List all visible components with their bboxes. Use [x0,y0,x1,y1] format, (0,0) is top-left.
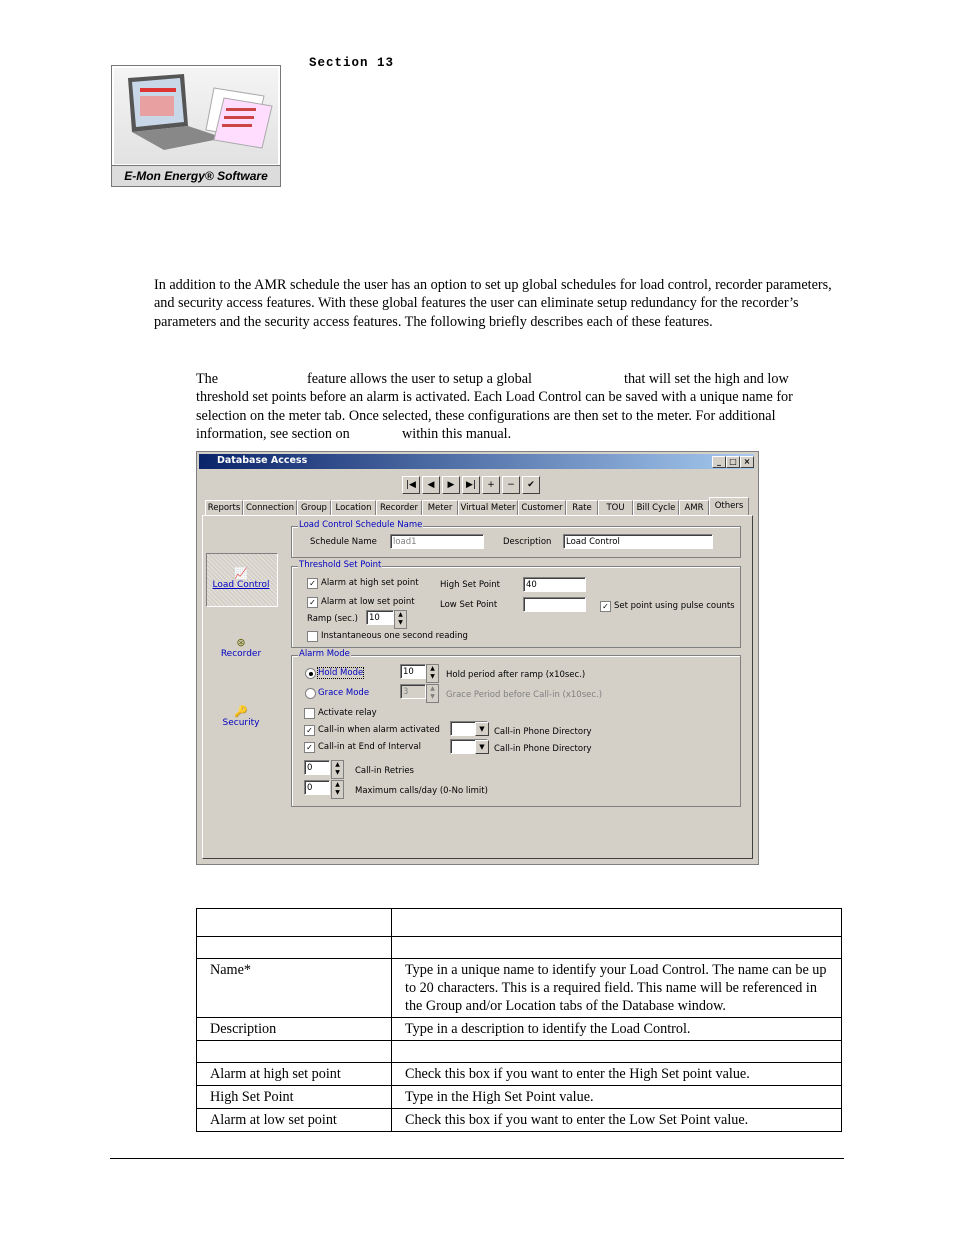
section-label: Section 13 [309,56,395,70]
low-set-point-label: Low Set Point [440,600,498,610]
pulse-counts-checkbox[interactable]: ✓ [600,601,611,612]
instantaneous-label: Instantaneous one second reading [321,631,468,641]
sidebar-item-label: Security [222,718,260,728]
phone-directory-label-2: Call-in Phone Directory [494,744,592,754]
laptop-illustration [114,68,278,164]
hold-period-field[interactable]: 10 [400,664,426,679]
alarm-high-checkbox[interactable]: ✓ [307,578,318,589]
ramp-field[interactable]: 10 [366,610,394,625]
grace-period-label: Grace Period before Call-in (x10sec.) [446,690,603,700]
para-line4-a: information, see section on [196,425,350,442]
description-field[interactable]: Load Control [563,534,713,549]
save-record-button[interactable]: ✔ [522,476,540,494]
description-label: Description [503,537,552,547]
load-control-paragraph [196,370,826,443]
tab-others[interactable]: Others [709,497,749,516]
table-cell-description: Check this box if you want to enter the High Set point value. [392,1063,842,1086]
prev-record-button[interactable]: ◀ [422,476,440,494]
sidebar-item-load-control[interactable] [206,567,276,590]
low-set-point-field[interactable] [523,597,586,612]
table-row [197,909,842,937]
alarm-low-label: Alarm at low set point [321,597,415,607]
footer-divider [110,1158,844,1159]
chart-icon: 📈 [234,567,248,580]
table-cell-field: Description [197,1018,392,1041]
delete-record-button[interactable]: − [502,476,520,494]
para-line3: selection on the meter tab. Once selected, these configurations are then set to the meter. For additional [196,407,776,424]
tab-rate[interactable]: Rate [566,500,598,516]
table-cell-description: Type in a unique name to identify your Load Control. The name can be up to 20 characters. This is a required field. This name will be referenced in the Group and/or Location tabs of the Database window. [392,959,842,1018]
table-cell-description: Check this box if you want to enter the Low Set Point value. [392,1109,842,1132]
grace-period-field[interactable]: 3 [400,684,426,699]
callin-alarm-checkbox[interactable]: ✓ [304,725,315,736]
tab-group[interactable]: Group [297,500,331,516]
tab-reports[interactable]: Reports [205,500,243,516]
para-line4-b: within this manual. [402,425,512,442]
table-cell-field [197,937,392,959]
phone-directory-label-1: Call-in Phone Directory [494,727,592,737]
table-row [197,1109,842,1132]
intro-paragraph: In addition to the AMR schedule the user has an option to set up global schedules for load control, recorder parameters, and security access features. With these global features the user can eliminate setup redundancy for the recorder’s parameters and the security access features. The following briefly describes each of these features. [154,277,832,330]
database-access-window [196,451,759,865]
table-row [197,937,842,959]
sidebar-item-recorder[interactable] [206,636,276,659]
activate-relay-checkbox[interactable] [304,708,315,719]
alarm-high-label: Alarm at high set point [321,578,419,588]
tab-customer[interactable]: Customer [518,500,566,516]
table-cell-description [392,1041,842,1063]
first-record-button[interactable]: |◀ [402,476,420,494]
chevron-down-icon[interactable]: ▼ [475,722,489,736]
table-cell-field: Alarm at low set point [197,1109,392,1132]
table-cell-field [197,909,392,937]
para-line1-b: feature allows the user to setup a global [307,371,532,387]
para-line1-a: The [196,371,219,387]
next-record-button[interactable]: ▶ [442,476,460,494]
tab-bill-cycle[interactable]: Bill Cycle [633,500,679,516]
instantaneous-checkbox[interactable] [307,631,318,642]
product-logo [111,65,281,187]
sidebar-item-label: Load Control [212,580,270,590]
hold-period-label: Hold period after ramp (x10sec.) [446,670,586,680]
max-calls-label: Maximum calls/day (0-No limit) [355,786,488,796]
grace-mode-label: Grace Mode [318,688,370,698]
sidebar-item-label: Recorder [220,649,262,659]
table-cell-field: Alarm at high set point [197,1063,392,1086]
table-row [197,1018,842,1041]
hold-period-spinner[interactable]: ▲ ▼ [426,664,439,683]
table-row [197,1041,842,1063]
grace-period-spinner[interactable]: ▲ ▼ [426,684,439,703]
table-cell-description: Type in a description to identify the Load Control. [392,1018,842,1041]
callin-alarm-label: Call-in when alarm activated [318,725,440,735]
max-calls-field[interactable]: 0 [304,780,330,795]
para-line1-c: that will set the high and low [624,371,789,387]
tab-connection[interactable]: Connection [243,500,297,516]
grace-mode-radio[interactable] [305,688,316,699]
minimize-icon[interactable]: _ [712,456,726,468]
high-set-point-field[interactable]: 40 [523,577,586,592]
table-cell-description: Type in the High Set Point value. [392,1086,842,1109]
high-set-point-label: High Set Point [440,580,501,590]
sidebar-item-security[interactable] [206,705,276,728]
group-legend: Alarm Mode [299,649,350,659]
logo-caption: E-Mon Energy® Software [112,165,280,186]
key-icon: 🔑 [234,705,248,718]
add-record-button[interactable]: + [482,476,500,494]
ramp-spinner[interactable]: ▲ ▼ [394,610,407,629]
hold-mode-radio[interactable] [305,668,316,679]
tab-location[interactable]: Location [331,500,376,516]
callin-retries-field[interactable]: 0 [304,760,330,775]
tab-recorder[interactable]: Recorder [376,500,422,516]
schedule-name-field[interactable]: load1 [390,534,484,549]
recorder-icon: ⊛ [236,636,246,649]
para-line2: threshold set points before an alarm is activated. Each Load Control can be saved with a unique name for [196,389,793,406]
callin-retries-spinner[interactable]: ▲ ▼ [331,760,344,779]
last-record-button[interactable]: ▶| [462,476,480,494]
window-title: Database Access [217,455,308,466]
callin-end-checkbox[interactable]: ✓ [304,742,315,753]
tab-tou[interactable]: TOU [598,500,633,516]
hold-mode-label: Hold Mode [318,668,364,678]
tab-meter[interactable]: Meter [422,500,458,516]
alarm-low-checkbox[interactable]: ✓ [307,597,318,608]
ramp-label: Ramp (sec.) [307,614,358,624]
schedule-name-label: Schedule Name [310,537,377,547]
table-cell-field: High Set Point [197,1086,392,1109]
chevron-down-icon[interactable]: ▼ [475,740,489,754]
table-cell-field: Name* [197,959,392,1018]
table-cell-description [392,909,842,937]
table-cell-description [392,937,842,959]
table-cell-field [197,1041,392,1063]
group-legend: Threshold Set Point [299,560,382,570]
maximize-icon[interactable]: □ [726,456,740,468]
table-row [197,1063,842,1086]
window-titlebar [199,454,754,469]
pulse-counts-label: Set point using pulse counts [614,601,735,611]
activate-relay-label: Activate relay [318,708,377,718]
tab-virtual-meter[interactable]: Virtual Meter [458,500,518,516]
max-calls-spinner[interactable]: ▲ ▼ [331,780,344,799]
field-description-table [196,908,842,1132]
tab-amr[interactable]: AMR [679,500,709,516]
table-row [197,959,842,1018]
close-icon[interactable]: × [740,456,754,468]
callin-retries-label: Call-in Retries [355,766,414,776]
table-row [197,1086,842,1109]
group-legend: Load Control Schedule Name [299,520,423,530]
callin-end-label: Call-in at End of Interval [318,742,421,752]
